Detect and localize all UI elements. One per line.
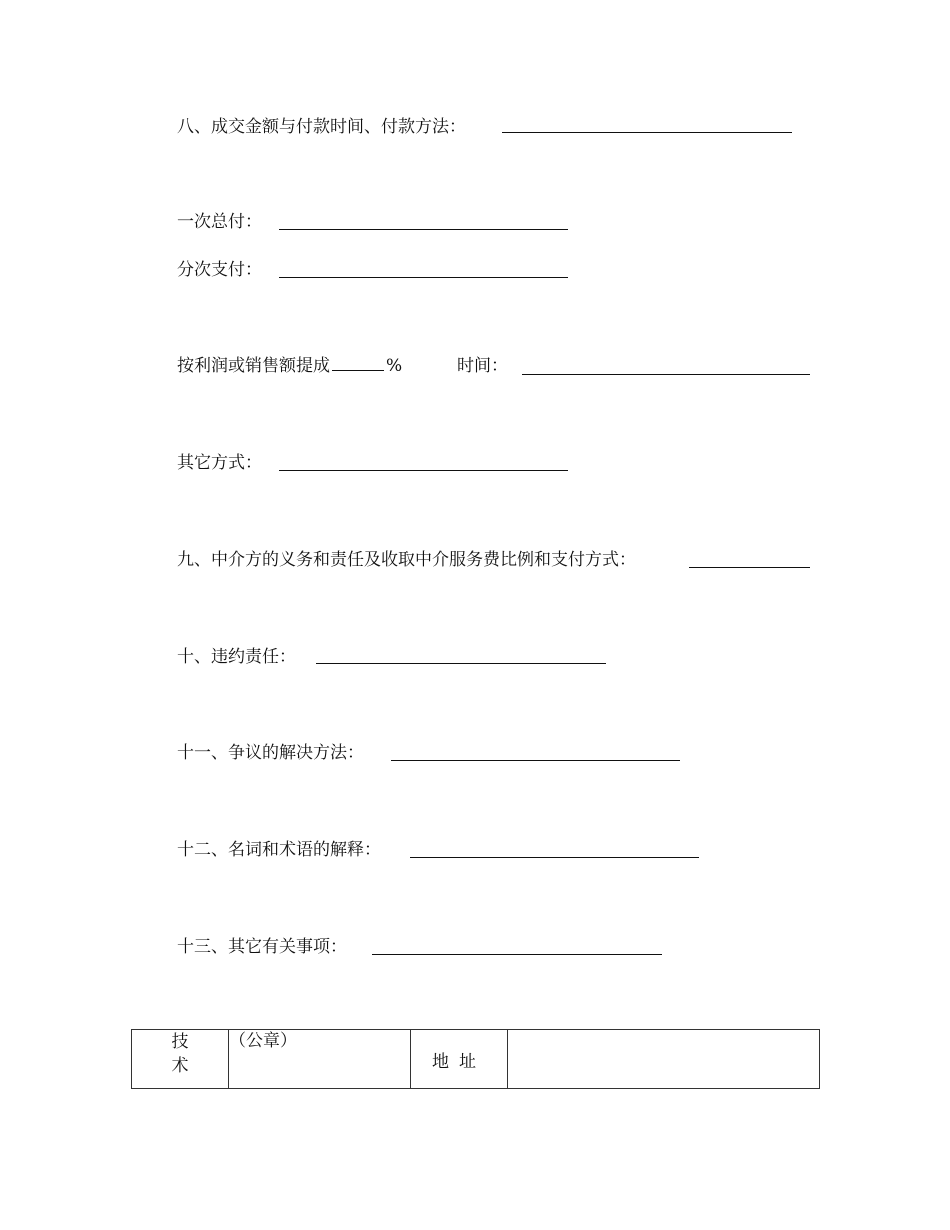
section-9-blank[interactable]: [689, 567, 810, 568]
party-cell: [132, 1030, 229, 1089]
address-label: 地址: [432, 1051, 486, 1072]
signature-table: [131, 1029, 820, 1089]
section-13-blank[interactable]: [372, 954, 662, 955]
section-10-label: 十、违约责任：: [177, 647, 296, 667]
address-value-cell[interactable]: [508, 1030, 820, 1089]
other-method-blank[interactable]: [279, 470, 568, 471]
section-8-label: 八、成交金额与付款时间、付款方法：: [177, 117, 466, 137]
section-9-label: 九、中介方的义务和责任及收取中介服务费比例和支付方式：: [177, 550, 636, 570]
section-11-label: 十一、争议的解决方法：: [177, 743, 364, 763]
installment-label: 分次支付：: [177, 260, 262, 280]
percent-sign: %: [386, 356, 403, 376]
section-8-blank[interactable]: [502, 132, 792, 133]
section-12-label: 十二、名词和术语的解释：: [177, 840, 381, 860]
lump-sum-label: 一次总付：: [177, 212, 262, 232]
section-12-blank[interactable]: [410, 857, 699, 858]
seal-label: （公章）: [229, 1031, 297, 1051]
installment-blank[interactable]: [279, 277, 568, 278]
royalty-row: [177, 354, 402, 378]
party-label-line2: 术: [171, 1056, 189, 1076]
royalty-percent-blank[interactable]: [332, 354, 384, 371]
lump-sum-blank[interactable]: [279, 229, 568, 230]
royalty-label: 按利润或销售额提成: [177, 356, 330, 376]
other-method-label: 其它方式：: [177, 453, 262, 473]
royalty-time-label: 时间：: [457, 356, 508, 376]
section-13-label: 十三、其它有关事项：: [177, 937, 347, 957]
royalty-time-blank[interactable]: [522, 374, 810, 375]
address-label-cell: [411, 1030, 508, 1089]
seal-cell[interactable]: [229, 1030, 411, 1089]
party-label-line1: 技: [171, 1032, 189, 1052]
section-10-blank[interactable]: [316, 663, 606, 664]
section-11-blank[interactable]: [391, 760, 680, 761]
